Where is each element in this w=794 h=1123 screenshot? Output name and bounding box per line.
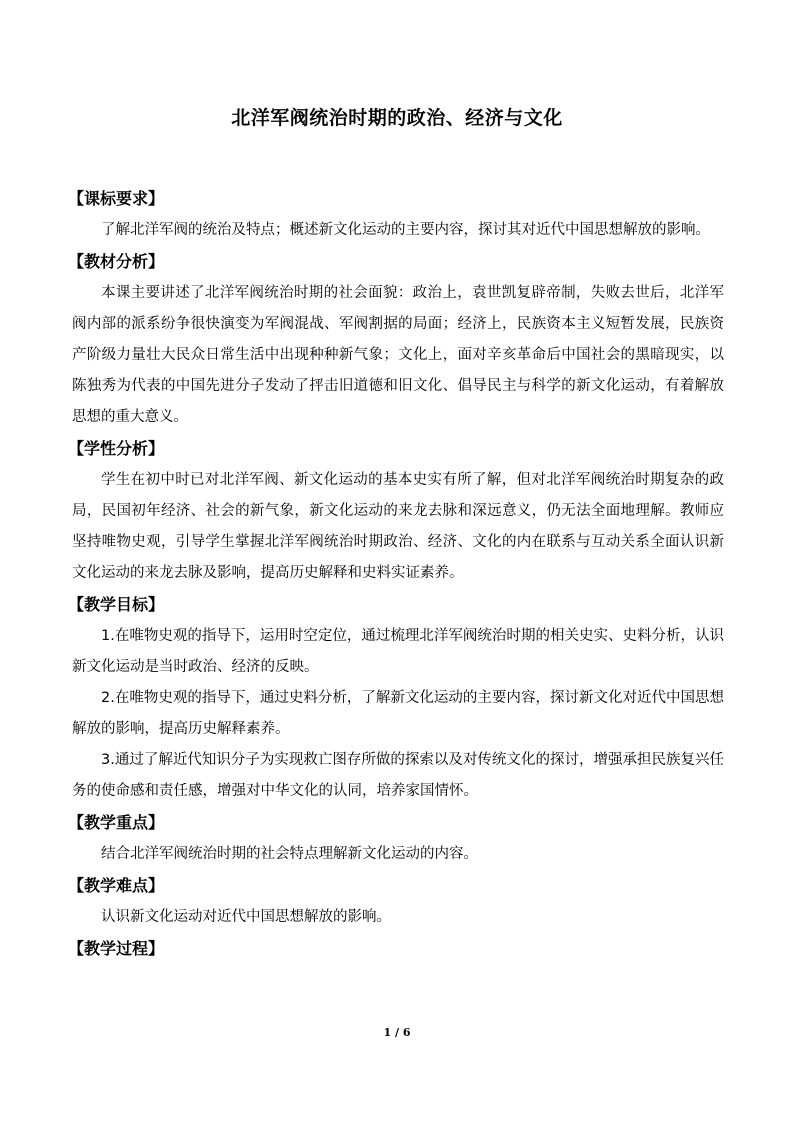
- document-title: 北洋军阀统治时期的政治、经济与文化: [231, 107, 563, 129]
- section-teaching-objectives: [68, 589, 724, 807]
- section-heading: 【教材分析】: [68, 252, 165, 271]
- section-curriculum-requirements: [68, 183, 724, 246]
- section-heading: 【课标要求】: [68, 189, 165, 208]
- section-heading: 【教学难点】: [68, 876, 165, 895]
- section-heading: 【教学重点】: [68, 813, 165, 832]
- objective-item: 2.在唯物史观的指导下，通过史料分析，了解新文化运动的主要内容，探讨新文化对近代中国思想解放的影响，提高历史解释素养。: [72, 690, 724, 737]
- section-difficult-points: [68, 870, 724, 933]
- section-student-analysis: [68, 433, 724, 589]
- section-heading: 【教学目标】: [68, 595, 165, 614]
- section-paragraph: 本课主要讲述了北洋军阀统治时期的社会面貌：政治上，袁世凯复辟帝制，失败去世后，北洋军阀内部的派系纷争很快演变为军阀混战、军阀割据的局面；经济上，民族资本主义短暂发展，民族资产阶级力量壮大民众日常生活中出现种种新气象；文化上，面对辛亥革命后中国社会的黑暗现实，以陈独秀为代表的中国先进分子发动了抨击旧道德和旧文化、倡导民主与科学的新文化运动，有着解放思想的重大意义。: [72, 285, 724, 425]
- section-paragraph: 了解北洋军阀的统治及特点；概述新文化运动的主要内容，探讨其对近代中国思想解放的影响。: [101, 222, 710, 238]
- section-heading: 【教学过程】: [68, 939, 165, 958]
- section-teaching-process: [68, 933, 724, 965]
- document-body: [68, 183, 724, 965]
- page-number: 1 / 6: [383, 1026, 411, 1039]
- section-textbook-analysis: [68, 246, 724, 433]
- objective-item: 3.通过了解近代知识分子为实现救亡图存所做的探索以及对传统文化的探讨，增强承担民族复兴任务的使命感和责任感，增强对中华文化的认同，培养家国情怀。: [72, 752, 724, 799]
- section-paragraph: 认识新文化运动对近代中国思想解放的影响。: [101, 909, 391, 925]
- section-heading: 【学性分析】: [68, 439, 165, 458]
- objective-item: 1.在唯物史观的指导下，运用时空定位，通过梳理北洋军阀统治时期的相关史实、史料分析，认识新文化运动是当时政治、经济的反映。: [72, 628, 724, 675]
- section-paragraph: 结合北洋军阀统治时期的社会特点理解新文化运动的内容。: [101, 846, 478, 862]
- section-key-points: [68, 807, 724, 870]
- section-paragraph: 学生在初中时已对北洋军阀、新文化运动的基本史实有所了解，但对北洋军阀统治时期复杂的政局，民国初年经济、社会的新气象，新文化运动的来龙去脉和深远意义，仍无法全面地理解。教师应坚持唯物史观，引导学生掌握北洋军阀统治时期政治、经济、文化的内在联系与互动关系全面认识新文化运动的来龙去脉及影响，提高历史解释和史料实证素养。: [72, 472, 724, 581]
